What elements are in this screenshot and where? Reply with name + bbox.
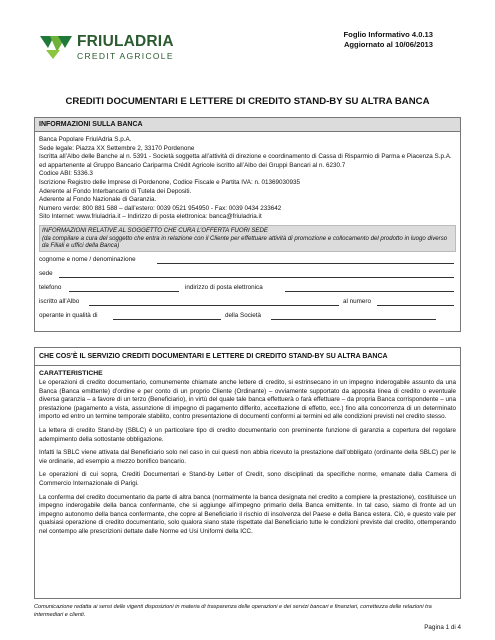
bank-info-section xyxy=(34,117,461,332)
bank-name: Banca Popolare FriulAdria S.p.A. xyxy=(39,136,132,143)
footer-note: Comunicazione redatta ai sensi delle vigenti disposizioni in materia di trasparenza delle operazioni e dei servizi bancari e finanziari, correttezza delle relazioni tra intermediari e clienti. xyxy=(34,604,432,618)
phone-label: telefono xyxy=(39,283,62,291)
bank-website: Sito Internet: www.friuladria.it – Indirizzo di posta elettronica: banca@friuladria.it xyxy=(39,213,262,221)
logo-name: FRIULADRIA xyxy=(77,33,174,50)
page-number: Pagina 1 di 4 xyxy=(424,624,461,631)
characteristics-heading: CARATTERISTICHE xyxy=(39,370,103,378)
friuladria-logo xyxy=(38,30,178,70)
bank-info-body xyxy=(35,132,460,225)
paragraph: La conferma del credito documentario da parte di altra banca (normalmente la banca designata nel credito a compiere la prestazione), costituisce un impegno inderogabile della banca confermante, che si aggiunge all’impegno primario della Banca emittente. In tal caso, siamo di fronte ad un impegno autonomo della banca confermante, che copre al Beneficiario il rischio di insolvenza del Paese e della Banca estera. Ciò, e questo vale per qualsiasi operazione di credito documentario, solo qualora siano state rispettate dal Beneficiario tutte le condizioni previste dal credito, ottemperando nel contempo alle prescrizioni dettate dalle Norme ed Usi Uniformi della ICC. xyxy=(39,493,456,535)
register-label: iscritto all’Albo xyxy=(39,297,80,305)
paragraph: La lettera di credito Stand-by (SBLC) è un particolare tipo di credito documentario con preminente funzione di garanzia a copertura del regolare adempimento della sottostante obbligazione. xyxy=(39,426,456,443)
email-field[interactable] xyxy=(285,291,454,292)
bank-info-heading: INFORMAZIONI SULLA BANCA xyxy=(35,118,460,132)
number-field[interactable] xyxy=(377,305,454,306)
form-row-register xyxy=(39,294,456,308)
update-date: Aggiornato al 10/06/2013 xyxy=(343,40,433,49)
name-field[interactable] xyxy=(157,263,454,264)
register-field[interactable] xyxy=(89,305,339,306)
company-field[interactable] xyxy=(271,319,436,320)
offer-note: (da compilare a cura del soggetto che entra in relazione con il Cliente per effettuare attività di promozione e collocamento del prodotto in luogo diverso da Filiali e uffici della Banca) xyxy=(42,234,448,250)
logo-subtitle: CREDIT AGRICOLE xyxy=(77,51,174,61)
document-header-info xyxy=(344,30,433,50)
bank-company-register: Iscrizione Registro delle Imprese di Pordenone, Codice Fiscale e Partita IVA: n. 01369030935 xyxy=(39,178,301,186)
phone-field[interactable] xyxy=(69,291,179,292)
info-sheet-version: Foglio Informativo 4.0.13 xyxy=(343,30,433,39)
form-row-phone xyxy=(39,280,456,294)
role-label: operante in qualità di xyxy=(39,311,98,319)
paragraph: Le operazioni di credito documentario, comunemente chiamate anche lettere di credito, si estrinsecano in un impegno inderogabile assunto da una Banca (Banca emittente) d’ordine e per conto di un proprio Cliente (Ordinante) – ovviamente supportato da apposita linea di credito o eventuale diversa garanzia – a favore di un terzo (Beneficiario), in virtù del quale tale banca effettuerà o farà effettuare – da propria Banca corrispondente – una prestazione (pagamento a vista, assunzione di impegno di pagamento differito, accettazione di effetto, ecc.) fino alla concorrenza di un determinato importo ed entro un termine temporale stabilito, contro presentazione di documenti conformi ai termini ed alle condizioni previsti nel credito stesso. xyxy=(39,379,456,421)
seat-label: sede xyxy=(39,269,53,277)
role-field[interactable] xyxy=(113,319,221,320)
page-title: CREDITI DOCUMENTARI E LETTERE DI CREDITO STAND-BY SU ALTRA BANCA xyxy=(65,96,430,107)
company-label: della Società xyxy=(225,311,262,319)
bank-registration: Iscritta all’Albo delle Banche al n. 5391 - Società soggetta all’attività di direzione e coordinamento di Cassa di Risparmio di Parma e Piacenza S.p.A. ed appartenente al Gruppo Bancario Cariparma Crédit Agricole iscritto all’Albo dei Gruppi Bancari al n. 6230.7 xyxy=(39,153,452,169)
number-label: al numero xyxy=(343,297,372,305)
bank-address: Sede legale: Piazza XX Settembre 2, 33170 Pordenone xyxy=(39,144,195,152)
service-section xyxy=(34,347,461,599)
name-label: cognome e nome / denominazione xyxy=(39,255,136,263)
form-row-seat xyxy=(39,266,456,280)
offer-heading: INFORMAZIONI RELATIVE AL SOGGETTO CHE CURA L’OFFERTA FUORI SEDE xyxy=(42,226,268,234)
logo-mark-icon xyxy=(38,30,74,60)
seat-field[interactable] xyxy=(59,277,454,278)
bank-guarantee-fund: Aderente al Fondo Nazionale di Garanzia. xyxy=(39,196,157,204)
bank-deposit-fund: Aderente al Fondo Interbancario di Tutela dei Depositi. xyxy=(39,187,192,195)
form-row-name xyxy=(39,252,456,266)
offer-info-box xyxy=(39,225,456,252)
paragraph: Le operazioni di cui sopra, Crediti Documentari e Stand-by Letter of Credit, sono disciplinati da specifiche norme, emanate dalla Camera di Commercio Internazionale di Parigi. xyxy=(39,471,456,487)
form-row-role xyxy=(39,308,456,322)
email-label: indirizzo di posta elettronica xyxy=(185,283,263,291)
bank-phone: Numero verde: 800 881 588 – dall’estero: 0039 0521 954950 - Fax: 0039 0434 233642 xyxy=(39,204,282,212)
service-heading: CHE COS’È IL SERVIZIO CREDITI DOCUMENTARI E LETTERE DI CREDITO STAND-BY SU ALTRA BANCA xyxy=(35,348,460,366)
bank-abi-code: Codice ABI: 5336.3 xyxy=(39,170,93,178)
paragraph: Infatti la SBLC viene attivata dal Beneficiario solo nel caso in cui questi non abbia ricevuto la prestazione dall’obbligato (ordinante della SBLC) per le vie ordinarie, ad esempio a mezzo bonifico bancario. xyxy=(39,449,456,465)
service-content xyxy=(35,366,460,545)
